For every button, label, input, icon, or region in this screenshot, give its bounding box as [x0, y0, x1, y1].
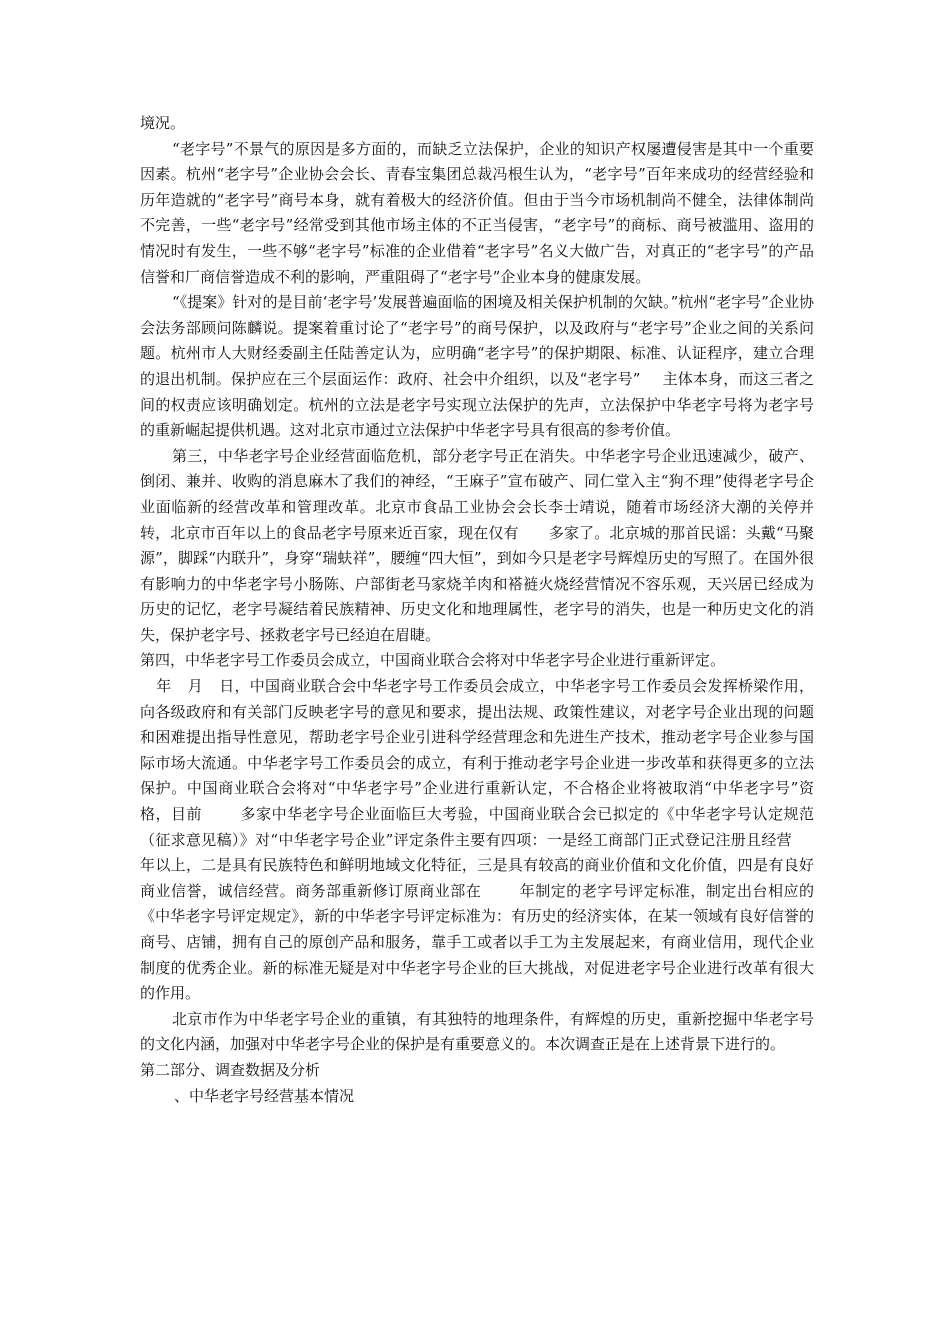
document-body	[140, 111, 814, 1109]
date-year-label: 年	[156, 677, 172, 696]
committee-text-a: ，中国商业联合会中华老字号工作委员会成立，中华老字号工作委员会发挥桥梁作用，向各级政府和有关部门反映老字号的意见和要求，提出法规、政策性建议，对老字号企业出现的问题和困难提出指导性意见，帮助老字号企业引进科学经营理念和先进生产技术，推动老字号企业参与国际市场大流通。中华老字号工作委员会的成立，有利于推动老字号企业进一步改革和获得更多的立法保护。中国商业联合会将对“中华老字号”企业进行重新认定，不合格企业将被取消“中华老字号”资格，目前	[140, 677, 814, 824]
proposal-text-b: 主体本身，而这三者之间的权责应该明确划定。杭州的立法是老字号实现立法保护的先声，立法保护中华老字号将为老字号的重新崛起提供机遇。这对北京市通过立法保护中华老字号具有很高的参考价值。	[140, 369, 814, 440]
paragraph-fourth-point: 第四，中华老字号工作委员会成立，中国商业联合会将对中华老字号企业进行重新评定。	[140, 651, 726, 670]
paragraph-proposal	[140, 290, 814, 444]
proposal-text-a: “《提案》针对的是目前‘老字号’发展普遍面临的困境及相关保护机制的欠缺。”杭州“老字号”企业协会法务部顾问陈麟说。提案着重讨论了“老字号”的商号保护，以及政府与“老字号”企业之间的关系问题。杭州市人大财经委副主任陆善定认为，应明确“老字号”的保护期限、标准、认证程序，建立合理的退出机制。保护应在三个层面运作：政府、社会中介组织，以及“老字号”	[140, 293, 814, 388]
third-point-text-a: 第三，中华老字号企业经营面临危机，部分老字号正在消失。中华老字号企业迅速减少，破产、倒闭、兼并、收购的消息麻木了我们的神经，“王麻子”宣布破产、同仁堂入主“狗不理”使得老字号企业面临新的经营改革和管理改革。北京市食品工业协会会长李士靖说，随着市场经济大潮的关停并转，北京市百年以上的食品老字号原来近百家，现在仅有	[140, 446, 814, 542]
paragraph-lack-of-legal-protection: “老字号”不景气的原因是多方面的，而缺乏立法保护，企业的知识产权屡遭侵害是其中一个重要因素。杭州“老字号”企业协会会长、青春宝集团总裁冯根生认为，“老字号”百年来成功的经营经验和历年造就的“老字号”商号本身，就有着极大的经济价值。但由于当今市场机制尚不健全，法律体制尚不完善，一些“老字号”经常受到其他市场主体的不正当侵害，“老字号”的商标、商号被滥用、盗用的情况时有发生，一些不够“老字号”标准的企业借着“老字号”名义大做广告，对真正的“老字号”的产品信誉和厂商信誉造成不利的影响，严重阻碍了“老字号”企业本身的健康发展。	[140, 139, 814, 286]
paragraph-fragment: 境况。	[140, 114, 186, 132]
subsection-heading: 、中华老字号经营基本情况	[174, 1086, 355, 1105]
date-month-label: 月	[187, 677, 204, 696]
committee-text-d: 年制定的老字号评定标准，制定出台相应的《中华老字号评定规定》，新的中华老字号评定标准为：有历史的经济实体，在某一领域有良好信誉的商号、店铺，拥有自己的原创产品和服务，靠手工或者以手工为主发展起来，有商业信用，现代企业制度的优秀企业。新的标准无疑是对中华老字号企业的巨大挑战，对促进老字号企业进行改革有很大的作用。	[140, 881, 814, 1003]
committee-text-c: 年以上，二是具有民族特色和鲜明地域文化特征，三是具有较高的商业价值和文化价值，四是有良好商业信誉，诚信经营。商务部重新修订原商业部在	[140, 856, 814, 900]
section-heading-part-two: 第二部分、调查数据及分析	[140, 1060, 321, 1079]
paragraph-beijing-background: 北京市作为中华老字号企业的重镇，有其独特的地理条件，有辉煌的历史，重新挖掘中华老字号的文化内涵，加强对中华老字号企业的保护是有重要意义的。本次调查正是在上述背景下进行的。	[140, 1009, 814, 1054]
paragraph-committee	[140, 674, 814, 1007]
paragraph-third-point	[140, 444, 814, 649]
date-day-label: 日	[219, 677, 235, 696]
committee-text-b: 多家中华老字号企业面临巨大考验，中国商业联合会已拟定的《中华老字号认定规范（征求意见稿）》对“中华老字号企业”评定条件主要有四项：一是经工商部门正式登记注册且经营	[140, 805, 814, 849]
third-point-text-b: 多家了。北京城的那首民谣：头戴“马聚源”，脚踩“内联升”，身穿“瑞蚨祥”，腰缠“四大恒”，到如今只是老字号辉煌历史的写照了。在国外很有影响力的中华老字号小肠陈、户部街老马家烧羊肉和褡裢火烧经营情况不容乐观，天兴居已经成为历史的记忆，老字号凝结着民族精神、历史文化和地理属性，老字号的消失，也是一种历史文化的消失，保护老字号、拯救老字号已经迫在眉睫。	[140, 523, 815, 644]
